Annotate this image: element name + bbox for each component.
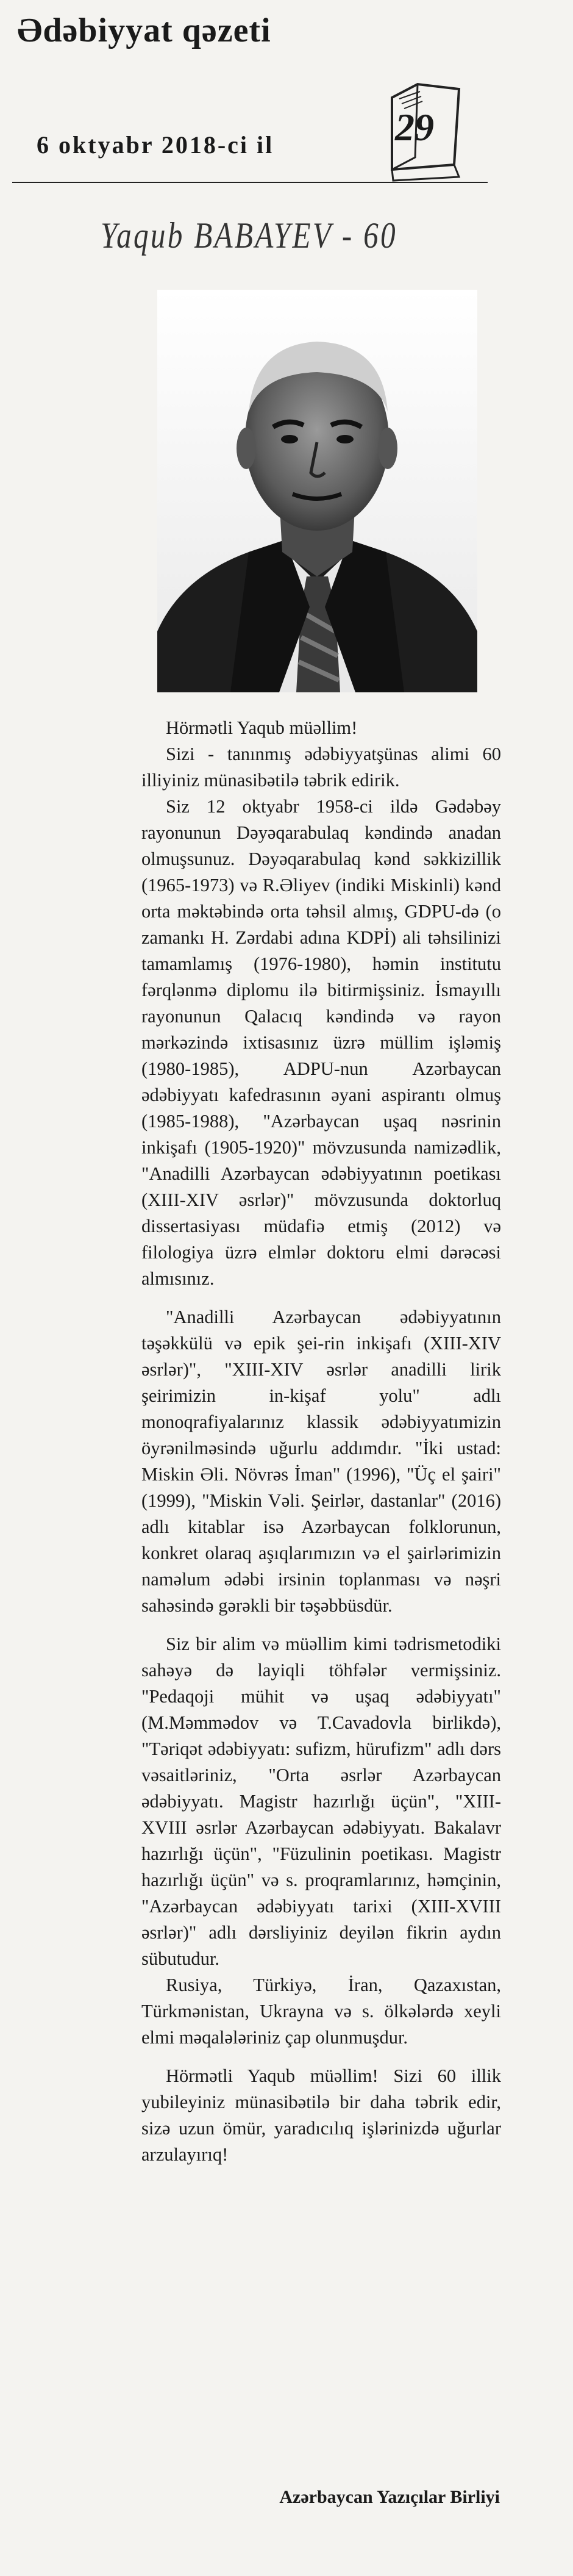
article-paragraph: Siz bir alim və müəllim kimi tədrismetodiki sahəyə də layiqli töhfələr vermişsiniz. "Pedaqoji mühit və uşaq ədəbiyyatı" (M.Məmmədov və T.Cavadovla birlikdə), "Təriqət ədəbiyyatı: sufizm, hürufizm" adlı dərs vəsaitləriniz, "Orta əsrlər Azərbaycan ədəbiyyatı. Magistr hazırlığı üçün", "XIII-XVIII əsrlər Azərbaycan ədəbiyyatı. Bakalavr hazırlığı üçün", "Füzulinin poetikası. Magistr hazırlığı üçün" və s. proqramlarınız, həmçinin, "Azərbaycan ədəbiyyatı tarixi (XIII-XVIII əsrlər)" adlı dərsliyiniz deyilən fikrin aydın sübutudur. — [141, 1634, 501, 1969]
header-divider-right — [378, 182, 488, 183]
article-paragraph: Hörmətli Yaqub müəllim! Sizi 60 illik yubileyiniz münasibətilə bir daha təbrik edir, sizə uzun ömür, yaradıcılıq işlərinizdə uğurlar arzulayırıq! — [141, 2065, 501, 2165]
article-paragraph: Rusiya, Türkiyə, İran, Qazaxıstan, Türkmənistan, Ukrayna və s. ölkələrdə xeyli elmi məqalələriniz çap olunmuşdur. — [141, 1975, 501, 2048]
masthead: Ədəbiyyat qəzeti — [17, 12, 271, 49]
article-paragraph: "Anadilli Azərbaycan ədəbiyyatının təşəkkülü və epik şei-rin inkişafı (XIII-XIV əsrlər)", "XIII-XIV əsrlər anadilli lirik şeirimizin in-kişaf yolu" adlı monoqrafiyalarınız klassik ədəbiyyatımizin öyrənilməsində uğurlu addımdır. "İki ustad: Miskin Əli. Növrəs İman" (1996), "Üç el şairi" (1999), "Miskin Vəli. Şeirlər, dastanlar" (2016) adlı kitablar isə Azərbaycan folklorunun, konkret olaraq aşıqlarımızın və el şairlərimizin naməlum ədəbi irsinin toplanması və nəşri sahəsində gərəkli bir təşəbbüsdür. — [141, 1307, 501, 1616]
page-number: 29 — [395, 106, 434, 149]
article-body — [141, 715, 501, 2168]
article-paragraph: Sizi - tanınmış ədəbiyyatşünas alimi 60 illiyiniz münasibətilə təbrik edirik. — [141, 744, 501, 791]
header-divider — [12, 182, 378, 183]
article-paragraph: Hörmətli Yaqub müəllim! — [166, 717, 358, 738]
article-paragraph: Siz 12 oktyabr 1958-ci ildə Gədəbəy rayonunun Dəyəqarabulaq kəndində anadan olmuşsunuz. Dəyəqarabulaq kənd səkkizillik (1965-1973) və R.Əliyev (indiki Miskinli) kənd orta məktəbində orta təhsil almış, GDPU-də (o zamankı H. Zərdabi adına KDPİ) ali təhsilinizi tamamlamış (1976-1980), həmin institutu fərqlənmə diplomu ilə bitirmişsiniz. İsmayıllı rayonunun Qalacıq kəndində və rayon mərkəzində ixtisasınız üzrə müllim işləmiş (1980-1985), ADPU-nun Azərbaycan ədəbiyyatı kafedrasının əyani aspirantı olmuş (1985-1988), "Azərbaycan uşaq nəsrinin inkişafı (1905-1920)" mövzusunda namizədlik, "Anadilli Azərbaycan ədəbiyyatının poetikası (XIII-XIV əsrlər)" mövzusunda doktorluq dissertasiyası müdafiə etmiş (2012) və filologiya üzrə elmlər doktoru elmi dərəcəsi almısınız. — [141, 796, 501, 1289]
article-signature: Azərbaycan Yazıçılar Birliyi — [279, 2487, 500, 2507]
article-title: Yaqub BABAYEV - 60 — [101, 215, 397, 256]
issue-date: 6 oktyabr 2018-ci il — [37, 131, 274, 159]
portrait-photo — [157, 290, 477, 692]
